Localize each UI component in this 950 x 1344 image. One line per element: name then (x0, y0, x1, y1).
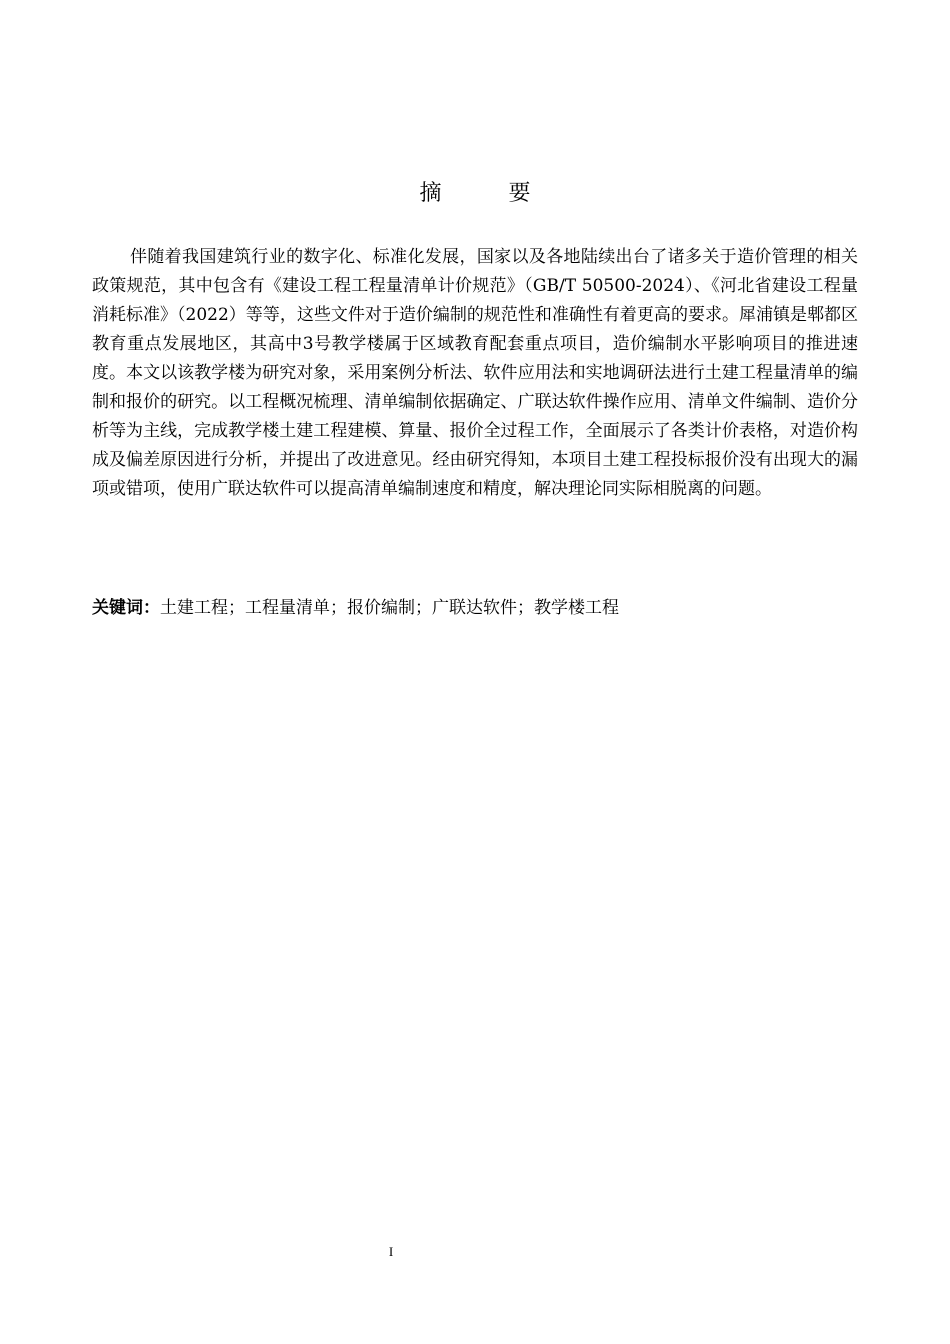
abstract-paragraph: 伴随着我国建筑行业的数字化、标准化发展，国家以及各地陆续出台了诸多关于造价管理的相关政策规范，其中包含有《建设工程工程量清单计价规范》（GB/T 50500-2024）、《河北省建设工程量消耗标准》（2022）等等，这些文件对于造价编制的规范性和准确性有着更高的要求。犀浦镇是郫都区教育重点发展地区，其高中3号教学楼属于区域教育配套重点项目，造价编制水平影响项目的推进速度。本文以该教学楼为研究对象，采用案例分析法、软件应用法和实地调研法进行土建工程量清单的编制和报价的研究。以工程概况梳理、清单编制依据确定、广联达软件操作应用、清单文件编制、造价分析等为主线，完成教学楼土建工程建模、算量、报价全过程工作，全面展示了各类计价表格，对造价构成及偏差原因进行分析，并提出了改进意见。经由研究得知，本项目土建工程投标报价没有出现大的漏项或错项，使用广联达软件可以提高清单编制速度和精度，解决理论同实际相脱离的问题。 (92, 247, 858, 499)
page-number: I (388, 1244, 394, 1259)
keywords-label: 关键词： (92, 598, 160, 618)
keywords-line (92, 594, 858, 623)
keywords-text: 土建工程；工程量清单；报价编制；广联达软件；教学楼工程 (160, 598, 619, 618)
page-title: 摘 要 (419, 181, 561, 206)
